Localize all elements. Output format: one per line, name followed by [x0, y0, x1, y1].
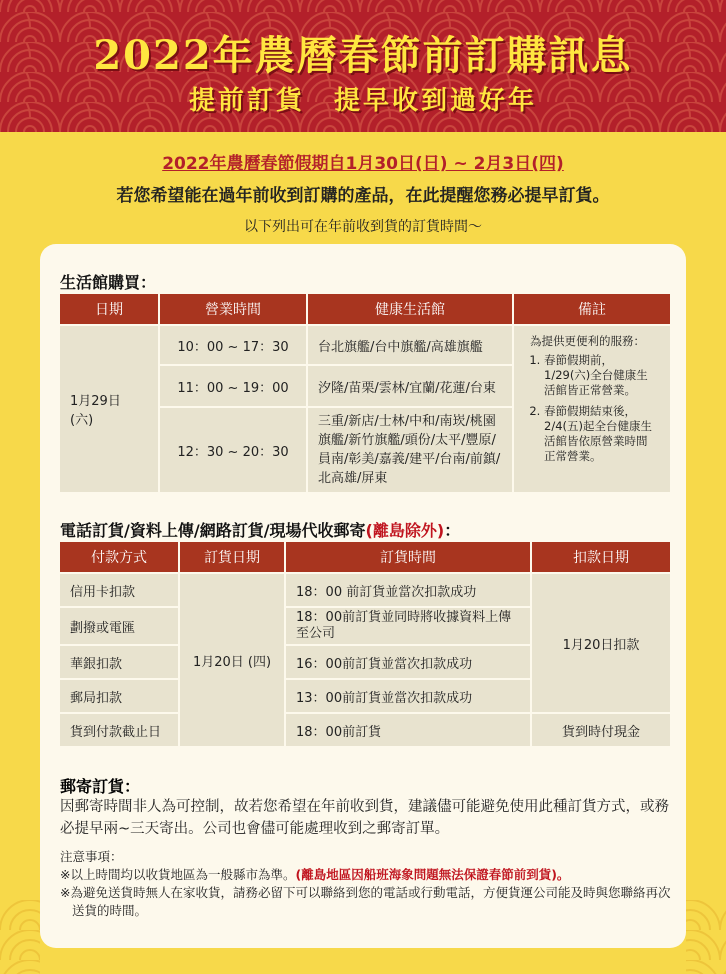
order-time-cell: 18：00 前訂貨並當次扣款成功 [285, 573, 531, 607]
phone-title-text: 電話訂貨/資料上傳/網路訂貨/現場代收郵寄 [60, 521, 366, 540]
store-list-cell: 台北旗艦/台中旗艦/高雄旗艦 [307, 325, 513, 365]
store-hours-cell: 11：00 ~ 19：00 [159, 365, 307, 407]
order-time-cell: 13：00前訂貨並當次扣款成功 [285, 679, 531, 713]
note-item [60, 866, 672, 884]
listed-intro: 以下列出可在年前收到貨的訂貨時間～ [244, 219, 482, 235]
phone-title-suffix: ： [444, 521, 461, 540]
mail-section-title: 郵寄訂貨： [60, 777, 141, 796]
order-reminder: 若您希望能在過年前收到訂購的產品，在此提醒您務必提早訂貨。 [116, 186, 610, 206]
order-time-cell: 18：00前訂貨並同時將收據資料上傳至公司 [285, 607, 531, 645]
note-item: ※為避免送貨時無人在家收貨，請務必留下可以聯絡到您的電話或行動電話，方便貨運公司能及時與您聯絡再次送貨的時間。 [60, 885, 671, 918]
remark-intro: 為提供更便利的服務： [530, 334, 645, 348]
holiday-period: 2022年農曆春節假期自1月30日(日) ~ 2月3日(四) [162, 154, 564, 174]
order-time-cell: 16：00前訂貨並當次扣款成功 [285, 645, 531, 679]
store-hours-cell: 12：30 ~ 20：30 [159, 407, 307, 493]
page-subtitle: 提前訂貨 提早收到過好年 [188, 86, 537, 116]
phone-table [58, 540, 672, 748]
phone-title-highlight: (離島除外) [365, 521, 445, 540]
phone-section-title [60, 518, 460, 541]
store-header-stores: 健康生活館 [307, 293, 513, 325]
order-date-cell: 1月20日 (四) [179, 573, 285, 747]
store-section-title: 生活館購買： [60, 273, 157, 292]
notes-title: 注意事項： [60, 849, 123, 864]
phone-header-date: 訂貨日期 [179, 541, 285, 573]
payment-method-cell: 華銀扣款 [59, 645, 179, 679]
store-list-cell: 汐隆/苗栗/雲林/宜蘭/花蓮/台東 [307, 365, 513, 407]
remark-item: 1. 春節假期前，1/29(六)全台健康生活館皆正常營業。 [544, 353, 654, 398]
order-time-cell: 18：00前訂貨 [285, 713, 531, 747]
store-header-remarks: 備註 [513, 293, 671, 325]
remark-item: 2. 春節假期結束後，2/4(五)起全台健康生活館皆依原營業時間正常營業。 [544, 404, 654, 464]
store-header-hours: 營業時間 [159, 293, 307, 325]
store-table [58, 292, 672, 494]
page-title: 2022年農曆春節前訂購訊息 [93, 32, 633, 79]
store-remarks-cell [513, 325, 671, 493]
mail-section-body: 因郵寄時間非人為可控制，故若您希望在年前收到貨，建議儘可能避免使用此種訂貨方式，或務必提早兩~三天寄出。公司也會儘可能處理收到之郵寄訂單。 [60, 799, 669, 837]
payment-method-cell: 貨到付款截止日 [59, 713, 179, 747]
phone-header-time: 訂貨時間 [285, 541, 531, 573]
store-list-cell: 三重/新店/士林/中和/南崁/桃園旗艦/新竹旗艦/頭份/太平/豐原/員南/彰美/嘉義/建平/台南/前鎮/北高雄/屏東 [307, 407, 513, 493]
content-card [40, 244, 686, 948]
payment-method-cell: 信用卡扣款 [59, 573, 179, 607]
store-date-cell: 1月29日 (六) [59, 325, 159, 493]
debit-date-cell: 1月20日扣款 [531, 573, 671, 713]
store-hours-cell: 10：00 ~ 17：30 [159, 325, 307, 365]
note-highlight: (離島地區因船班海象問題無法保證春節前到貨)。 [295, 867, 570, 882]
debit-cash-cell: 貨到時付現金 [531, 713, 671, 747]
phone-header-method: 付款方式 [59, 541, 179, 573]
note-text: ※以上時間均以收貨地區為一般縣市為準。 [60, 867, 296, 882]
phone-header-debit: 扣款日期 [531, 541, 671, 573]
bottom-wave-pattern [0, 900, 726, 974]
payment-method-cell: 劃撥或電匯 [59, 607, 179, 645]
payment-method-cell: 郵局扣款 [59, 679, 179, 713]
header-banner [0, 0, 726, 132]
store-header-date: 日期 [59, 293, 159, 325]
